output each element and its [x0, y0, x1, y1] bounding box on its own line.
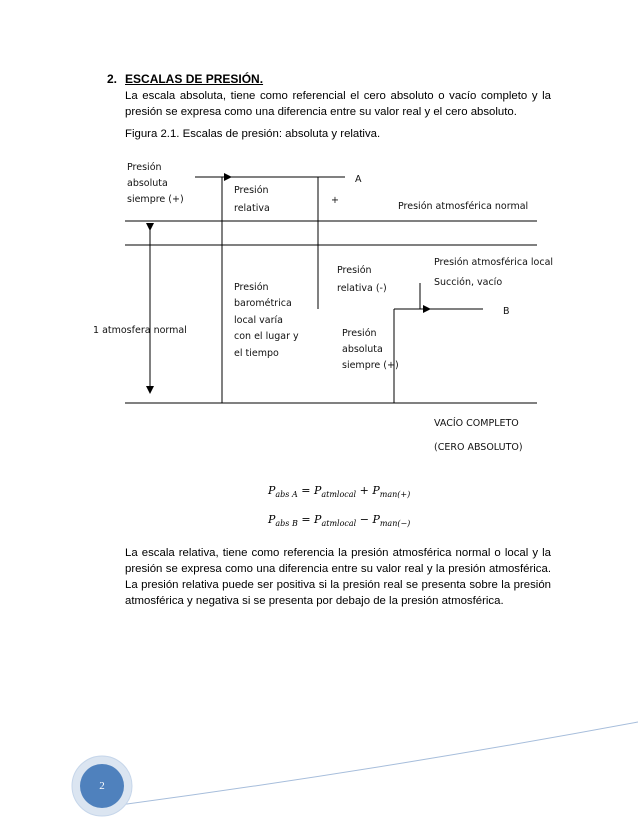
baro-label-3: local varía: [234, 315, 283, 326]
one-atm-label: 1 atmosfera normal: [93, 325, 187, 336]
point-b-label: B: [503, 306, 510, 317]
rel-neg-label-2: relativa (-): [337, 283, 387, 294]
abs-top-label-1: Presión: [127, 162, 162, 173]
abs-b-label-3: siempre (+): [342, 360, 399, 371]
abs-top-label-3: siempre (+): [127, 194, 184, 205]
intro-paragraph: La escala absoluta, tiene como referencial el cero absoluto o vacío completo y la presión se expresa como una diferencia entre su valor real y el cero absoluto.: [125, 90, 551, 118]
point-a-label: A: [355, 174, 362, 185]
rel-top-label-1: Presión: [234, 185, 269, 196]
rel-neg-label-1: Presión: [337, 265, 372, 276]
rel-top-label-2: relativa: [234, 203, 270, 214]
abs-top-label-2: absoluta: [127, 178, 168, 189]
vacuum-label: VACÍO COMPLETO: [434, 418, 519, 429]
suction-label: Succión, vacío: [434, 277, 503, 288]
figure-caption: Figura 2.1. Escalas de presión: absoluta y relativa.: [125, 128, 381, 140]
equation-b: $P_{abs B} = P_{atmlocal} - P_{man(-)}$: [268, 513, 411, 529]
baro-label-2: barométrica: [234, 298, 292, 309]
abs-zero-label: (CERO ABSOLUTO): [434, 442, 523, 453]
page-number: 2: [99, 780, 105, 792]
atm-normal-label: Presión atmosférica normal: [398, 201, 529, 212]
abs-b-label-2: absoluta: [342, 344, 383, 355]
plus-sign: +: [331, 195, 339, 206]
equation-a: $P_{abs A} = P_{atmlocal} + P_{man(+)}$: [268, 484, 411, 500]
section-title: ESCALAS DE PRESIÓN.: [125, 72, 264, 86]
footer-curve: [120, 722, 638, 805]
baro-label-1: Presión: [234, 282, 269, 293]
atm-local-label: Presión atmosférica local: [434, 257, 554, 268]
closing-paragraph: La escala relativa, tiene como referencia la presión atmosférica normal o local y la presión se expresa como una diferencia entre su valor real y la presión atmosférica. La presión relativa puede ser positiva si la presión real se presenta sobre la presión atmosférica y negativa si se presenta por debajo de la presión atmosférica.: [125, 547, 551, 607]
baro-label-5: el tiempo: [234, 348, 279, 359]
baro-label-4: con el lugar y: [234, 331, 299, 342]
abs-b-label-1: Presión: [342, 328, 377, 339]
section-number: 2.: [107, 72, 118, 86]
